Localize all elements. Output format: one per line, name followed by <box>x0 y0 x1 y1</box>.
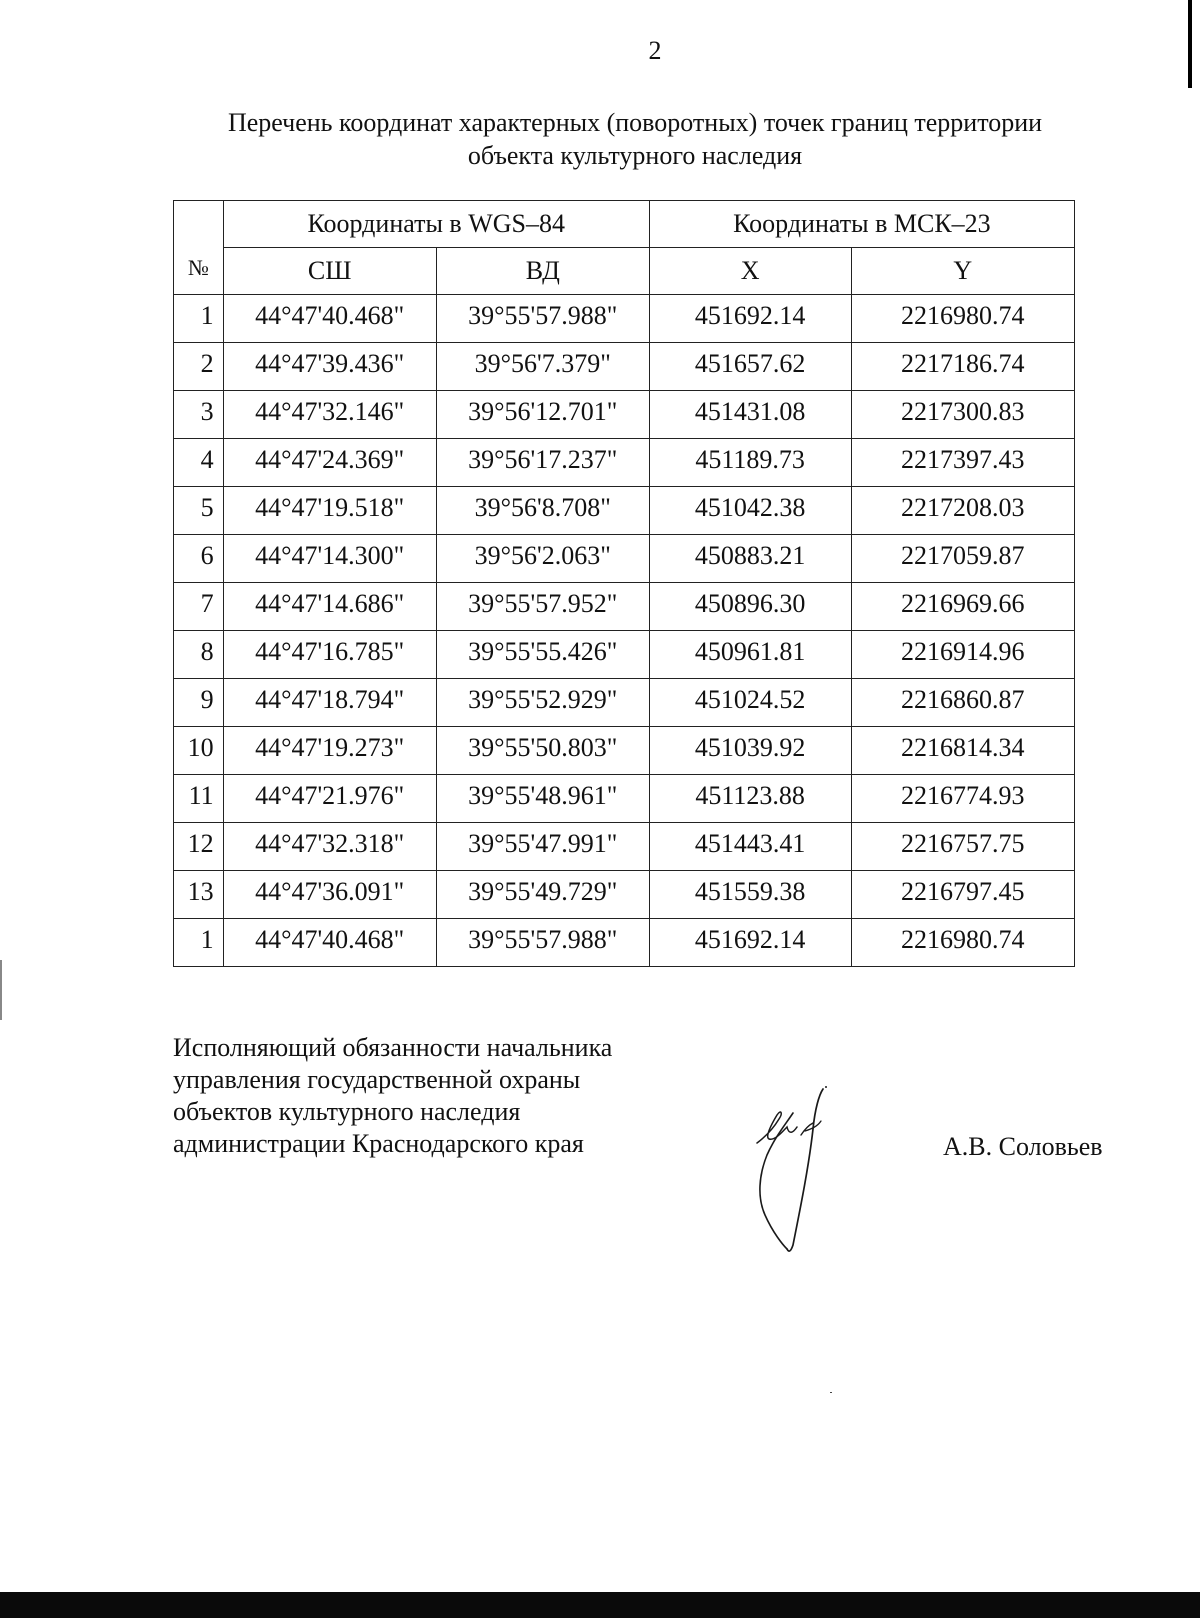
table-row <box>174 919 1075 967</box>
cell-latitude: 44°47'40.468" <box>223 919 436 967</box>
cell-latitude: 44°47'19.518" <box>223 487 436 535</box>
signature-stroke-1 <box>760 1113 793 1249</box>
cell-longitude: 39°56'8.708" <box>436 487 649 535</box>
table-row <box>174 487 1075 535</box>
cell-longitude: 39°56'12.701" <box>436 391 649 439</box>
cell-latitude: 44°47'14.300" <box>223 535 436 583</box>
table-row <box>174 583 1075 631</box>
cell-longitude: 39°56'7.379" <box>436 343 649 391</box>
cell-y: 2216860.87 <box>851 679 1074 727</box>
signature-dot <box>825 1086 827 1088</box>
cell-point-number: 1 <box>174 919 224 967</box>
cell-point-number: 7 <box>174 583 224 631</box>
cell-longitude: 39°55'57.988" <box>436 919 649 967</box>
cell-x: 450896.30 <box>649 583 851 631</box>
cell-longitude: 39°55'47.991" <box>436 823 649 871</box>
cell-y: 2217208.03 <box>851 487 1074 535</box>
signatory-position-line: Исполняющий обязанности начальника <box>173 1033 613 1062</box>
cell-longitude: 39°55'50.803" <box>436 727 649 775</box>
cell-latitude: 44°47'18.794" <box>223 679 436 727</box>
cell-y: 2216980.74 <box>851 295 1074 343</box>
header-latitude: СШ <box>223 248 436 295</box>
header-x: X <box>649 248 851 295</box>
cell-latitude: 44°47'19.273" <box>223 727 436 775</box>
cell-longitude: 39°56'2.063" <box>436 535 649 583</box>
cell-x: 451559.38 <box>649 871 851 919</box>
cell-longitude: 39°55'57.988" <box>436 295 649 343</box>
signatory-position-line: объектов культурного наследия <box>173 1097 521 1126</box>
cell-latitude: 44°47'32.318" <box>223 823 436 871</box>
cell-y: 2216980.74 <box>851 919 1074 967</box>
cell-latitude: 44°47'21.976" <box>223 775 436 823</box>
cell-x: 451443.41 <box>649 823 851 871</box>
scan-edge-mark <box>1188 0 1192 88</box>
cell-point-number: 6 <box>174 535 224 583</box>
cell-point-number: 10 <box>174 727 224 775</box>
table-row <box>174 775 1075 823</box>
cell-x: 450883.21 <box>649 535 851 583</box>
table-row <box>174 391 1075 439</box>
signatory-position <box>173 1032 612 1160</box>
cell-y: 2216774.93 <box>851 775 1074 823</box>
cell-latitude: 44°47'14.686" <box>223 583 436 631</box>
cell-y: 2216914.96 <box>851 631 1074 679</box>
table-row <box>174 535 1075 583</box>
cell-point-number: 5 <box>174 487 224 535</box>
cell-y: 2217186.74 <box>851 343 1074 391</box>
cell-y: 2216797.45 <box>851 871 1074 919</box>
coordinates-table <box>173 200 1075 967</box>
table-header-row-columns <box>174 248 1075 295</box>
cell-point-number: 11 <box>174 775 224 823</box>
cell-y: 2216757.75 <box>851 823 1074 871</box>
scan-bottom-edge <box>0 1592 1200 1618</box>
scan-speck <box>830 1392 832 1393</box>
header-wgs84-group: Координаты в WGS–84 <box>223 201 649 248</box>
cell-longitude: 39°55'55.426" <box>436 631 649 679</box>
cell-latitude: 44°47'24.369" <box>223 439 436 487</box>
cell-longitude: 39°55'49.729" <box>436 871 649 919</box>
signatory-position-line: администрации Краснодарского края <box>173 1129 584 1158</box>
header-number: № <box>174 201 224 295</box>
document-title <box>170 106 1100 172</box>
cell-longitude: 39°56'17.237" <box>436 439 649 487</box>
cell-point-number: 2 <box>174 343 224 391</box>
cell-x: 451123.88 <box>649 775 851 823</box>
cell-longitude: 39°55'52.929" <box>436 679 649 727</box>
cell-y: 2217300.83 <box>851 391 1074 439</box>
cell-point-number: 12 <box>174 823 224 871</box>
document-title-line-2: объекта культурного наследия <box>467 141 803 170</box>
table-row <box>174 343 1075 391</box>
cell-latitude: 44°47'32.146" <box>223 391 436 439</box>
cell-x: 450961.81 <box>649 631 851 679</box>
signatory-position-line: управления государственной охраны <box>173 1065 581 1094</box>
cell-y: 2216969.66 <box>851 583 1074 631</box>
cell-longitude: 39°55'57.952" <box>436 583 649 631</box>
cell-latitude: 44°47'36.091" <box>223 871 436 919</box>
table-row <box>174 727 1075 775</box>
signatory-name: А.В. Соловьев <box>943 1132 1103 1161</box>
scan-edge-mark <box>0 960 2 1020</box>
table-row <box>174 823 1075 871</box>
table-row <box>174 295 1075 343</box>
table-row <box>174 439 1075 487</box>
cell-point-number: 4 <box>174 439 224 487</box>
cell-point-number: 8 <box>174 631 224 679</box>
cell-x: 451692.14 <box>649 919 851 967</box>
document-title-line-1: Перечень координат характерных (поворотных) точек границ территории <box>227 108 1043 137</box>
cell-point-number: 3 <box>174 391 224 439</box>
header-msk23-group: Координаты в МСК–23 <box>649 201 1074 248</box>
cell-x: 451042.38 <box>649 487 851 535</box>
cell-latitude: 44°47'39.436" <box>223 343 436 391</box>
cell-y: 2217397.43 <box>851 439 1074 487</box>
cell-x: 451024.52 <box>649 679 851 727</box>
table-row <box>174 631 1075 679</box>
cell-latitude: 44°47'16.785" <box>223 631 436 679</box>
table-row <box>174 679 1075 727</box>
header-y: Y <box>851 248 1074 295</box>
page-number: 2 <box>648 36 662 65</box>
cell-x: 451189.73 <box>649 439 851 487</box>
cell-point-number: 13 <box>174 871 224 919</box>
handwritten-signature <box>735 1085 865 1255</box>
table-row <box>174 871 1075 919</box>
cell-y: 2217059.87 <box>851 535 1074 583</box>
table-header-row-groups <box>174 201 1075 248</box>
cell-latitude: 44°47'40.468" <box>223 295 436 343</box>
cell-x: 451039.92 <box>649 727 851 775</box>
cell-x: 451692.14 <box>649 295 851 343</box>
cell-point-number: 1 <box>174 295 224 343</box>
header-longitude: ВД <box>436 248 649 295</box>
cell-point-number: 9 <box>174 679 224 727</box>
cell-longitude: 39°55'48.961" <box>436 775 649 823</box>
cell-x: 451657.62 <box>649 343 851 391</box>
cell-x: 451431.08 <box>649 391 851 439</box>
cell-y: 2216814.34 <box>851 727 1074 775</box>
